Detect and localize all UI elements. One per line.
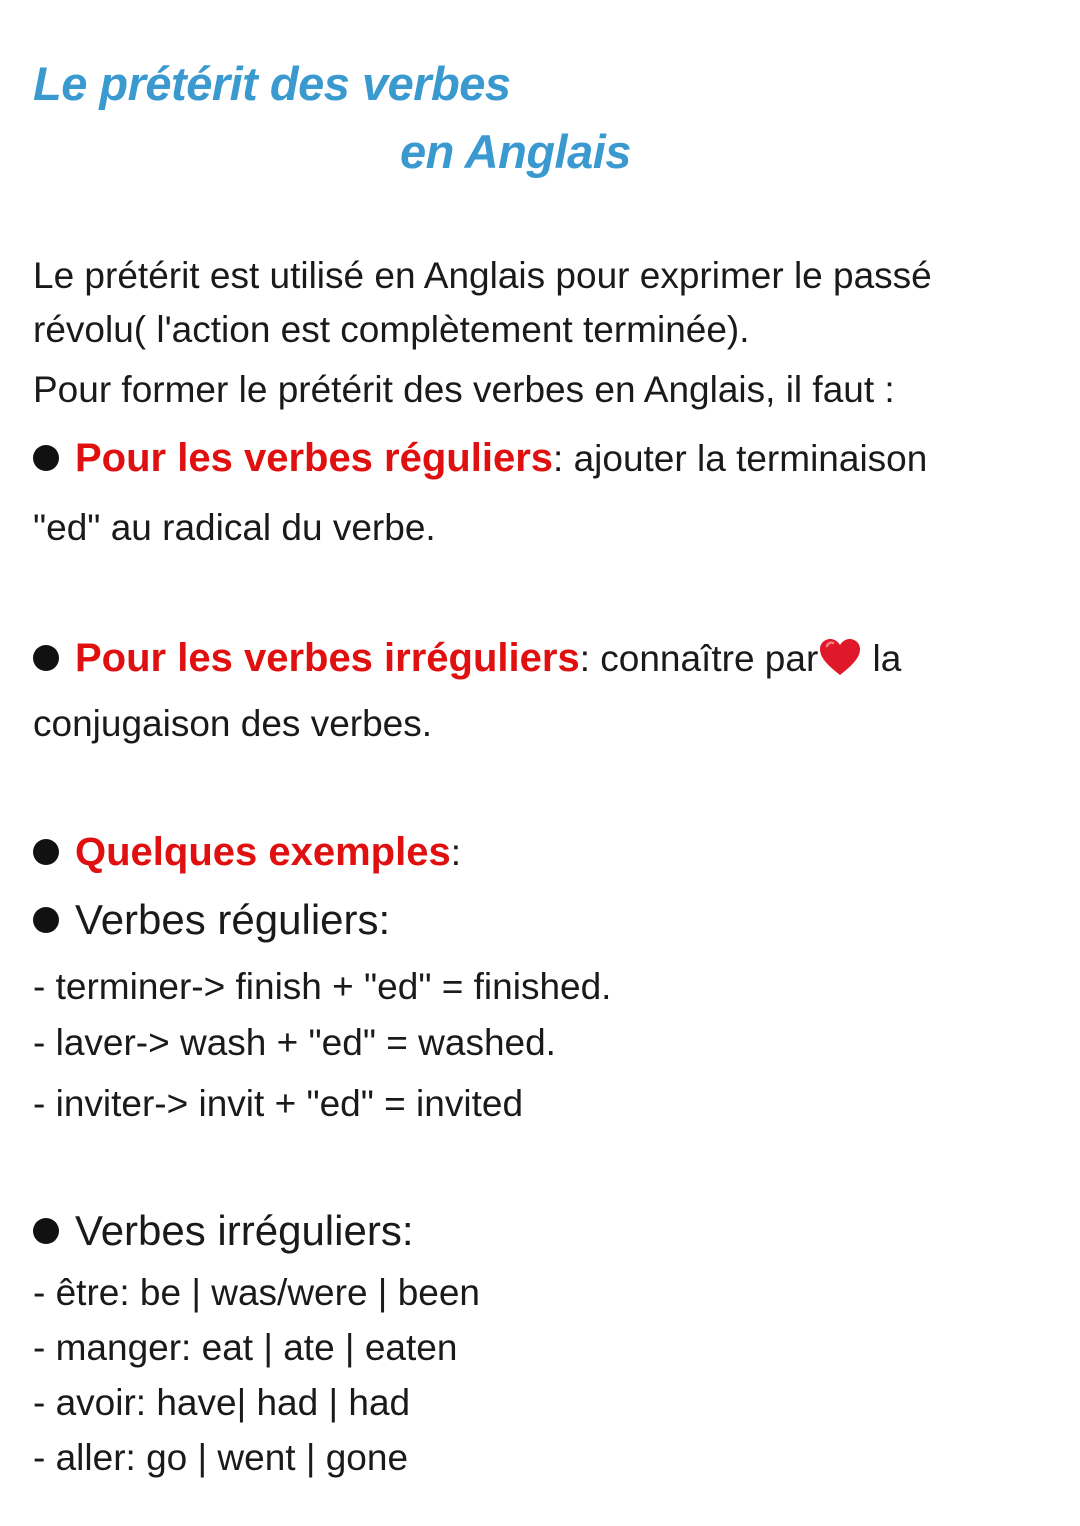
regular-rule — [33, 436, 927, 481]
regular-rule-line-2: "ed" au radical du verbe. — [33, 507, 436, 548]
bullet-icon — [33, 907, 59, 933]
irregular-rule-line-2: conjugaison des verbes. — [33, 703, 433, 744]
regular-rule-label: Pour les verbes réguliers — [75, 436, 554, 480]
bullet-icon — [33, 445, 59, 471]
list-item: - avoir: have| had | had — [33, 1382, 411, 1423]
list-item: - aller: go | went | gone — [33, 1437, 409, 1478]
regular-examples-heading — [33, 898, 390, 942]
list-item: - laver-> wash + "ed" = washed. — [33, 1022, 556, 1063]
page-title-line1: Le prétérit des verbes — [33, 57, 511, 110]
bullet-icon — [33, 839, 59, 865]
intro-line-3: Pour former le prétérit des verbes en Anglais, il faut : — [33, 369, 895, 410]
intro-line-1: Le prétérit est utilisé en Anglais pour exprimer le passé — [33, 255, 932, 296]
irregular-rule — [33, 636, 901, 681]
page-title-line2: en Anglais — [400, 125, 631, 178]
examples-heading-colon: : — [450, 832, 462, 873]
bullet-icon — [33, 645, 59, 671]
bullet-icon — [33, 1218, 59, 1244]
regular-examples-heading-label: Verbes réguliers: — [75, 896, 391, 943]
irregular-rule-text-end: la — [862, 638, 902, 679]
list-item: - être: be | was/were | been — [33, 1272, 480, 1313]
regular-rule-text: : ajouter la terminaison — [553, 438, 928, 479]
examples-heading-label: Quelques exemples — [75, 830, 451, 874]
examples-heading — [33, 830, 461, 875]
irregular-examples-heading-label: Verbes irréguliers: — [75, 1207, 414, 1254]
irregular-examples-heading — [33, 1209, 413, 1253]
intro-line-2: révolu( l'action est complètement terminée). — [33, 309, 750, 350]
irregular-rule-label: Pour les verbes irréguliers — [75, 636, 580, 680]
list-item: - terminer-> finish + "ed" = finished. — [33, 966, 612, 1007]
heart-icon — [818, 637, 862, 677]
list-item: - manger: eat | ate | eaten — [33, 1327, 458, 1368]
irregular-rule-text: : connaître par — [579, 638, 819, 679]
list-item: - inviter-> invit + "ed" = invited — [33, 1083, 524, 1124]
